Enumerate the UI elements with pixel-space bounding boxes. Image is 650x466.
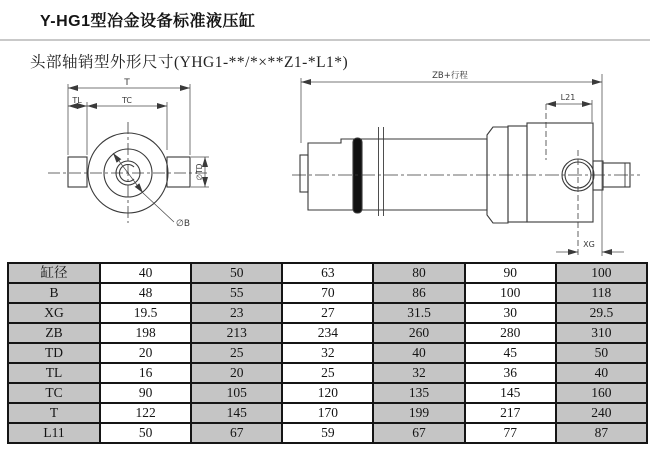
value-cell: 59 bbox=[282, 423, 373, 443]
dim-label-ZB-stroke: ZB+行程 bbox=[432, 71, 468, 81]
value-cell: 50 bbox=[556, 343, 647, 363]
value-cell: 86 bbox=[373, 283, 464, 303]
value-cell: 25 bbox=[191, 343, 282, 363]
value-cell: 310 bbox=[556, 323, 647, 343]
value-cell: 170 bbox=[282, 403, 373, 423]
value-cell: 213 bbox=[191, 323, 282, 343]
table-row bbox=[8, 423, 647, 443]
row-label-cell: TC bbox=[8, 383, 100, 403]
dim-label-XG: XG bbox=[583, 240, 595, 249]
barrel-outline bbox=[308, 139, 487, 210]
value-cell: 217 bbox=[465, 403, 556, 423]
value-cell: 105 bbox=[191, 383, 282, 403]
dimension-section-subtitle: 头部轴销型外形尺寸(YHG1-**/*×**Z1-*L1*) bbox=[30, 54, 349, 71]
value-cell: 120 bbox=[282, 383, 373, 403]
dim-label-TC: TC bbox=[121, 96, 133, 105]
left-pin bbox=[68, 157, 87, 187]
value-cell: 199 bbox=[373, 403, 464, 423]
table-row bbox=[8, 283, 647, 303]
value-cell: 240 bbox=[556, 403, 647, 423]
value-cell: 90 bbox=[100, 383, 191, 403]
value-cell: 63 bbox=[282, 263, 373, 283]
value-cell: 87 bbox=[556, 423, 647, 443]
table-row bbox=[8, 383, 647, 403]
value-cell: 280 bbox=[465, 323, 556, 343]
value-cell: 67 bbox=[373, 423, 464, 443]
row-label-cell: XG bbox=[8, 303, 100, 323]
dim-label-B-dia: ∅B bbox=[176, 219, 191, 229]
value-cell: 118 bbox=[556, 283, 647, 303]
value-cell: 19.5 bbox=[100, 303, 191, 323]
table-row bbox=[8, 263, 647, 283]
value-cell: 25 bbox=[282, 363, 373, 383]
row-label-cell: L11 bbox=[8, 423, 100, 443]
value-cell: 100 bbox=[465, 283, 556, 303]
row-label-cell: TL bbox=[8, 363, 100, 383]
value-cell: 32 bbox=[373, 363, 464, 383]
value-cell: 80 bbox=[373, 263, 464, 283]
value-cell: 145 bbox=[465, 383, 556, 403]
value-cell: 36 bbox=[465, 363, 556, 383]
pin-head-block bbox=[527, 123, 593, 222]
table-row bbox=[8, 303, 647, 323]
value-cell: 70 bbox=[282, 283, 373, 303]
value-cell: 23 bbox=[191, 303, 282, 323]
value-cell: 40 bbox=[373, 343, 464, 363]
value-cell: 45 bbox=[465, 343, 556, 363]
spec-table bbox=[7, 262, 648, 444]
value-cell: 55 bbox=[191, 283, 282, 303]
value-cell: 145 bbox=[191, 403, 282, 423]
row-label-cell: T bbox=[8, 403, 100, 423]
value-cell: 20 bbox=[100, 343, 191, 363]
value-cell: 135 bbox=[373, 383, 464, 403]
side-view-centerlines bbox=[292, 104, 640, 255]
value-cell: 198 bbox=[100, 323, 191, 343]
row-label-cell: TD bbox=[8, 343, 100, 363]
value-cell: 90 bbox=[465, 263, 556, 283]
right-pin bbox=[167, 157, 190, 187]
value-cell: 67 bbox=[191, 423, 282, 443]
value-cell: 29.5 bbox=[556, 303, 647, 323]
dim-label-L21: L21 bbox=[560, 93, 576, 102]
side-view-dimensions bbox=[301, 74, 624, 256]
dim-label-TL: TL bbox=[72, 96, 82, 105]
value-cell: 20 bbox=[191, 363, 282, 383]
side-view bbox=[300, 123, 630, 223]
value-cell: 48 bbox=[100, 283, 191, 303]
value-cell: 160 bbox=[556, 383, 647, 403]
row-label-cell: 缸径 bbox=[8, 263, 100, 283]
seal-band bbox=[353, 138, 362, 213]
dim-label-T: T bbox=[124, 78, 130, 88]
table-row bbox=[8, 343, 647, 363]
value-cell: 16 bbox=[100, 363, 191, 383]
value-cell: 122 bbox=[100, 403, 191, 423]
value-cell: 27 bbox=[282, 303, 373, 323]
value-cell: 31.5 bbox=[373, 303, 464, 323]
value-cell: 77 bbox=[465, 423, 556, 443]
table-row bbox=[8, 403, 647, 423]
value-cell: 30 bbox=[465, 303, 556, 323]
head-section bbox=[508, 126, 527, 222]
front-view-dimensions bbox=[68, 84, 209, 222]
value-cell: 100 bbox=[556, 263, 647, 283]
value-cell: 260 bbox=[373, 323, 464, 343]
value-cell: 234 bbox=[282, 323, 373, 343]
table-row bbox=[8, 363, 647, 383]
dim-label-TD-dia: ∅TD bbox=[195, 163, 204, 181]
value-cell: 40 bbox=[100, 263, 191, 283]
cylinder-technical-drawing bbox=[0, 60, 650, 260]
row-label-cell: B bbox=[8, 283, 100, 303]
page-title: Y-HG1型冶金设备标准液压缸 bbox=[40, 13, 256, 30]
table-row bbox=[8, 323, 647, 343]
value-cell: 40 bbox=[556, 363, 647, 383]
value-cell: 32 bbox=[282, 343, 373, 363]
value-cell: 50 bbox=[191, 263, 282, 283]
value-cell: 50 bbox=[100, 423, 191, 443]
row-label-cell: ZB bbox=[8, 323, 100, 343]
rear-cap-block bbox=[300, 155, 308, 192]
title-underline-rule bbox=[0, 39, 650, 41]
